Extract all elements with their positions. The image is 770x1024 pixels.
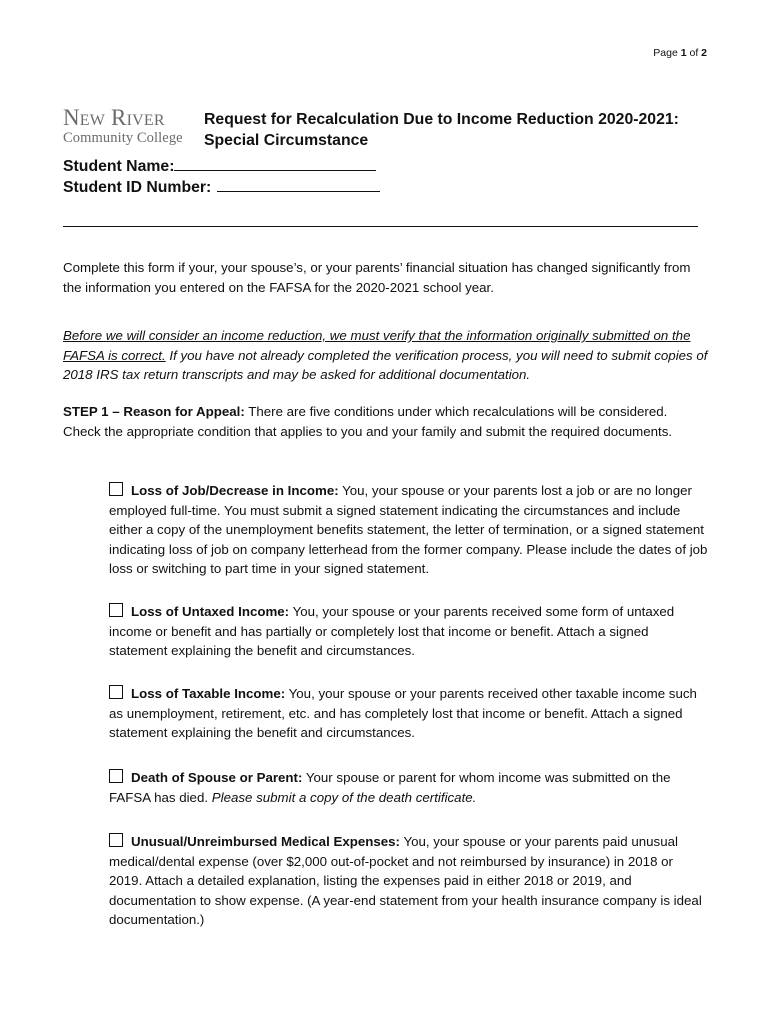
- divider-line: [63, 226, 698, 227]
- condition-text: You, your spouse or your parents received other taxable income such as unemployment, retirement, etc. and has completely lost that income or benefit. Attach a signed statement explaining the benefit and circumstances.: [109, 686, 697, 740]
- page-current: 1: [680, 47, 687, 59]
- verification-rest: If you have not already completed the verification process, you will need to submit copies of 2018 IRS tax return transcripts and may be asked for additional documentation.: [63, 347, 708, 382]
- logo-line1: New River: [63, 105, 165, 130]
- condition-label: Loss of Job/Decrease in Income:: [131, 483, 339, 498]
- condition-label: Loss of Untaxed Income:: [131, 604, 290, 619]
- condition-text: Your spouse or parent for whom income was submitted on the FAFSA has died.: [109, 770, 671, 805]
- checkbox-job-loss[interactable]: [109, 482, 123, 496]
- step1-paragraph: [63, 402, 708, 441]
- condition-taxable-income: [109, 684, 709, 743]
- verification-paragraph: [63, 326, 708, 385]
- logo-line2: Community College: [63, 130, 183, 146]
- condition-label: Loss of Taxable Income:: [131, 686, 286, 701]
- checkbox-taxable-income[interactable]: [109, 685, 123, 699]
- condition-death: [109, 768, 709, 807]
- condition-medical: [109, 832, 709, 930]
- step1-label: STEP 1 – Reason for Appeal:: [63, 404, 245, 419]
- student-name-field[interactable]: [63, 155, 376, 176]
- checkbox-untaxed-income[interactable]: [109, 603, 123, 617]
- checkbox-death[interactable]: [109, 769, 123, 783]
- condition-text: You, your spouse or your parents paid unusual medical/dental expense (over $2,000 out-of-pocket and not reimbursed by insurance) in 2018 or 2019. Attach a detailed explanation, listing the expenses paid in either 2018 or 2019, and documentation to show expense. (A year-end statement from your health insurance company is ideal documentation.): [109, 834, 702, 927]
- student-name-blank[interactable]: [174, 155, 376, 171]
- page-sep: of: [686, 47, 702, 59]
- student-id-field[interactable]: [63, 176, 380, 197]
- page-number: [653, 47, 707, 59]
- condition-job-loss: [109, 481, 709, 579]
- student-id-label: Student ID Number:: [63, 179, 212, 196]
- title-line2: Special Circumstance: [204, 132, 369, 149]
- checkbox-medical[interactable]: [109, 833, 123, 847]
- verification-underlined: Before we will consider an income reduction, we must verify that the information originally submitted on the FAFSA is correct.: [63, 328, 691, 363]
- condition-label: Death of Spouse or Parent:: [131, 770, 303, 785]
- student-name-label: Student Name:: [63, 158, 175, 175]
- page-prefix: Page: [653, 47, 681, 59]
- page-total: 2: [701, 47, 707, 59]
- condition-untaxed-income: [109, 602, 709, 661]
- condition-text: You, your spouse or your parents received some form of untaxed income or benefit and has partially or completely lost that income or benefit. Attach a signed statement explaining the benefit and circumstances.: [109, 604, 675, 658]
- condition-note: Please submit a copy of the death certificate.: [211, 789, 477, 805]
- form-title: [204, 109, 679, 151]
- title-line1: Request for Recalculation Due to Income Reduction 2020-2021:: [204, 111, 679, 128]
- college-logo: [63, 106, 183, 146]
- condition-label: Unusual/Unreimbursed Medical Expenses:: [131, 834, 400, 849]
- intro-paragraph: Complete this form if your, your spouse’s, or your parents’ financial situation has changed significantly from the information you entered on the FAFSA for the 2020-2021 school year.: [63, 260, 691, 295]
- step1-text: There are five conditions under which recalculations will be considered. Check the appropriate condition that applies to you and your family and submit the required documents.: [63, 404, 673, 439]
- condition-text: You, your spouse or your parents lost a job or are no longer employed full-time. You must submit a signed statement indicating the circumstances and include either a copy of the unemployment benefits statement, the letter of termination, or a signed statement indicating loss of job on company letterhead from the former company. Please include the dates of job loss or switching to part time in your signed statement.: [109, 483, 708, 576]
- student-id-blank[interactable]: [217, 176, 380, 192]
